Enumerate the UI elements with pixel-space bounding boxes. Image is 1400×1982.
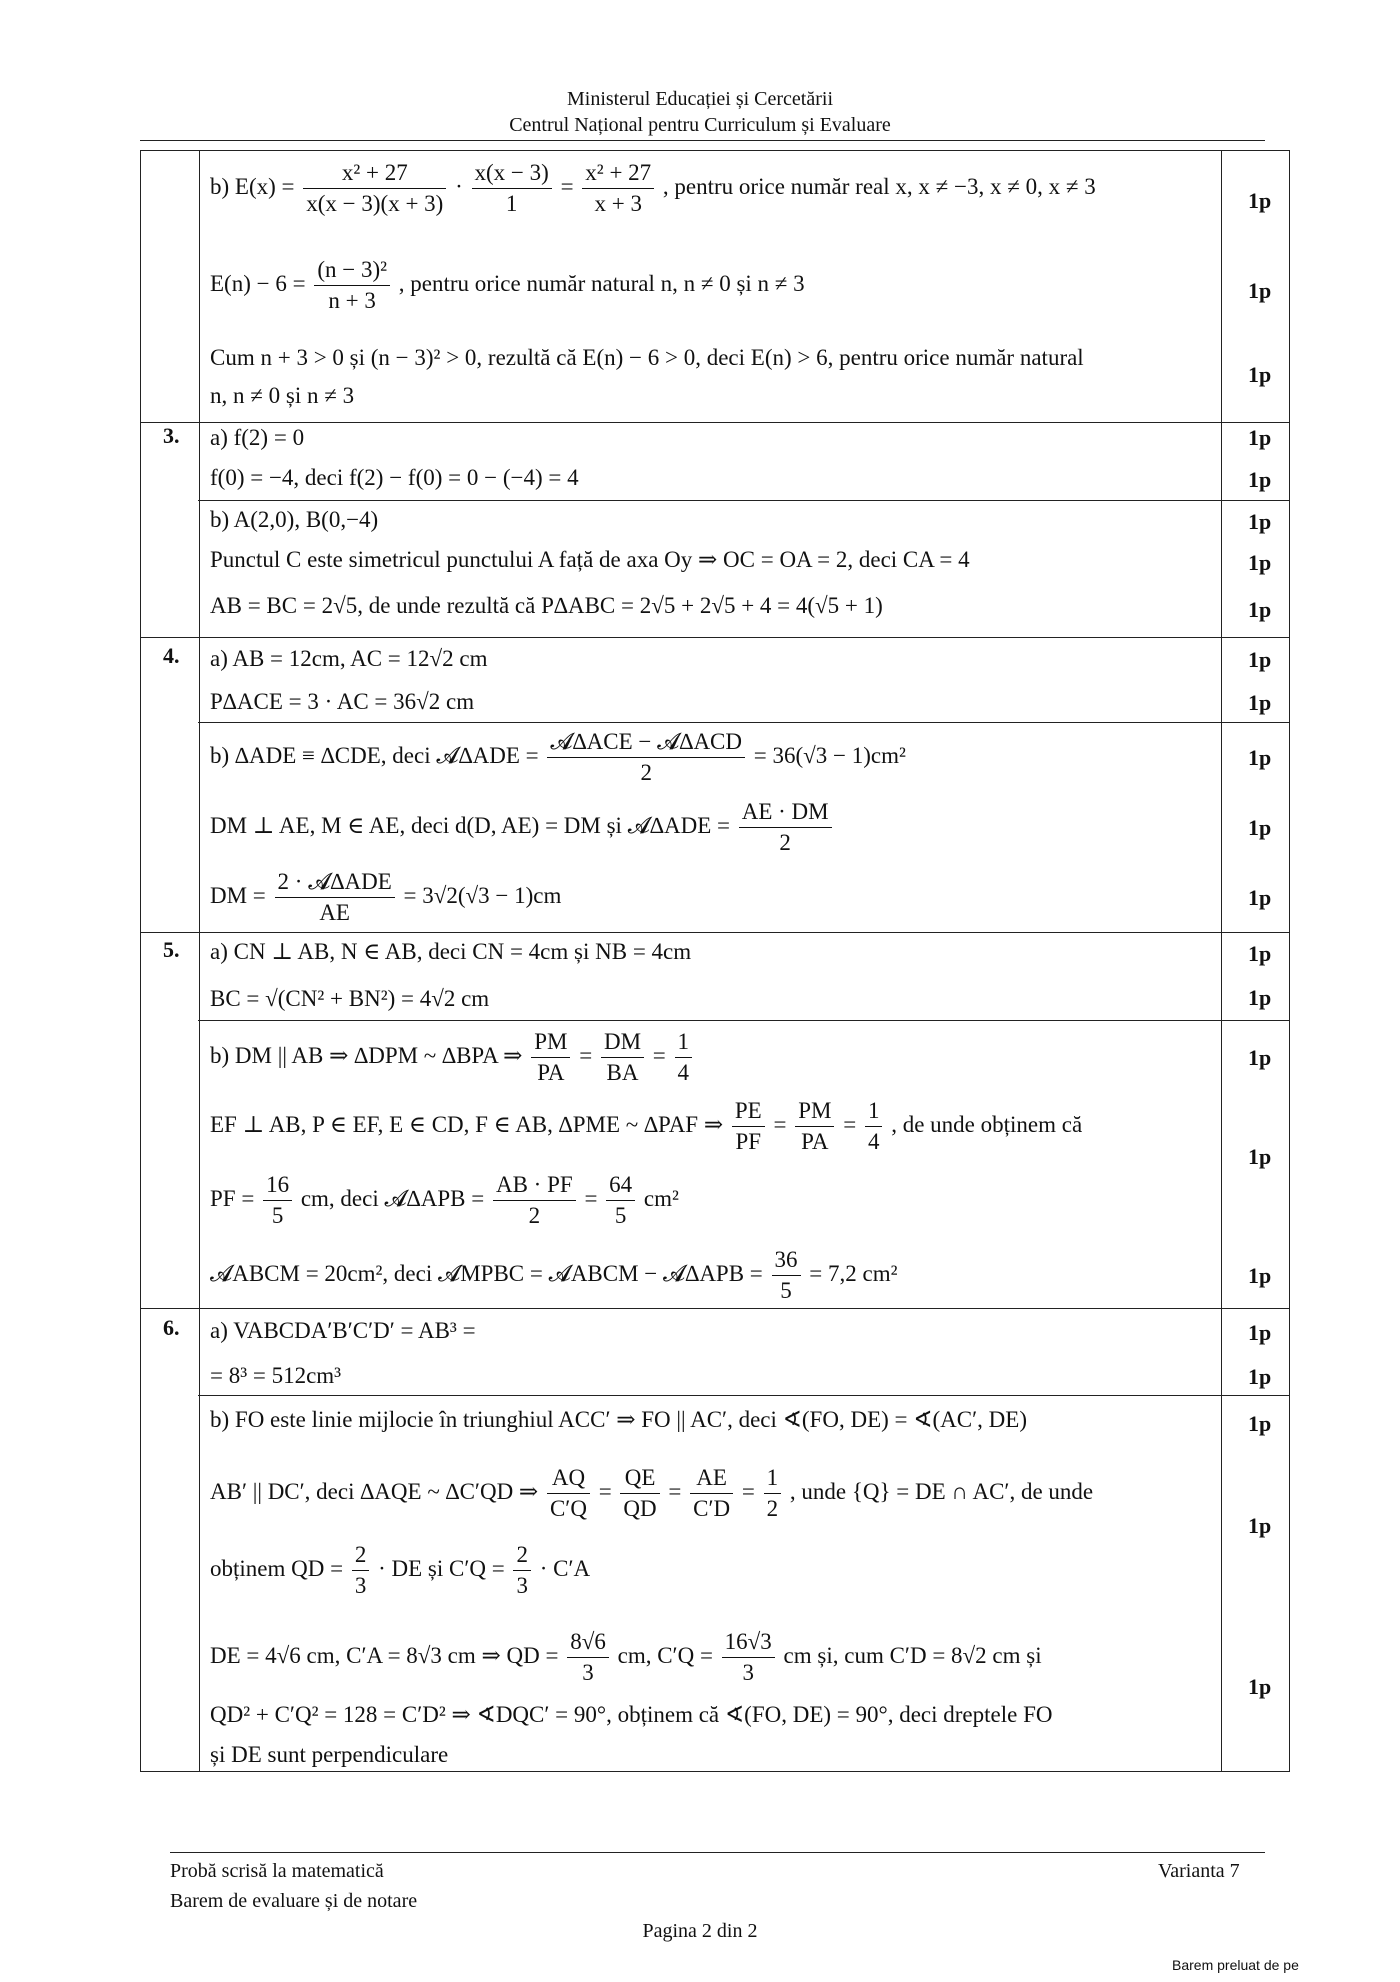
answer-line: DE = 4√6 cm, C′A = 8√3 cm ⇒ QD = $\frac{8√6}{3}$ cm, C′Q = $\frac{16√3}{3}$ cm și, cum C′D = 8√2 cm și (210, 1627, 1042, 1688)
points-cell: 1p (1248, 550, 1272, 575)
footer-divider (170, 1852, 1265, 1853)
answer-line: AB = BC = 2√5, de unde rezultă că P∆ABC = 2√5 + 2√5 + 4 = 4(√5 + 1) (210, 593, 883, 618)
points-cell: 1p (1248, 885, 1272, 910)
subrow-divider (198, 1020, 1290, 1021)
fraction: $\frac{\text{2 · 𝓐∆ADE}}{AE}$ (275, 867, 395, 928)
header-ministry: Ministerul Educației și Cercetării (566, 88, 834, 110)
subrow-divider (198, 500, 1290, 501)
answer-line: b) ∆ADE ≡ ∆CDE, deci 𝓐∆ADE = $\frac{\text{𝓐∆ACE − 𝓐∆ACD}}{2}$ = 36(√3 − 1)cm² (210, 727, 906, 788)
answer-line: E(n) − 6 = $\frac{\text{(n − 3)²}}{n + 3}$ , pentru orice număr natural n, n ≠ 0 și n ≠ 3 (210, 255, 805, 316)
item-number: 5. (163, 937, 180, 962)
answer-line: BC = √(CN² + BN²) = 4√2 cm (210, 986, 490, 1011)
answer-line: 𝓐ABCM = 20cm², deci 𝓐MPBC = 𝓐ABCM − 𝓐∆APB = $\frac{36}{5}$ = 7,2 cm² (210, 1245, 898, 1306)
answer-line: b) FO este linie mijlocie în triunghiul ACC′ ⇒ FO || AC′, deci ∢(FO, DE) = ∢(AC′, DE) (210, 1407, 1027, 1432)
column-divider (199, 151, 200, 1771)
points-cell: 1p (1248, 188, 1272, 213)
points-cell: 1p (1248, 1513, 1272, 1538)
points-cell: 1p (1248, 1320, 1272, 1345)
source-note: Barem preluat de pe (1172, 1957, 1299, 1973)
answer-line: a) AB = 12cm, AC = 12√2 cm (210, 646, 488, 671)
row-divider (140, 1308, 1290, 1309)
row-divider (140, 422, 1290, 423)
fraction: $\frac{8√6}{3}$ (567, 1627, 609, 1688)
points-cell: 1p (1248, 509, 1272, 534)
subrow-divider (198, 1395, 1290, 1396)
fraction: $\frac{16√3}{3}$ (722, 1627, 775, 1688)
fraction: $\frac{1}{4}$ (675, 1027, 693, 1088)
expr-tail: , pentru orice număr real x, x ≠ −3, x ≠ 0, x ≠ 3 (662, 173, 1096, 199)
answer-line: DM = $\frac{\text{2 · 𝓐∆ADE}}{AE}$ = 3√2(√3 − 1)cm (210, 867, 561, 928)
fraction: $\frac{16}{5}$ (263, 1170, 292, 1231)
answer-line: = 8³ = 512cm³ (210, 1363, 342, 1388)
fraction: $\frac{PE}{PF}$ (732, 1096, 765, 1157)
header-divider (140, 140, 1265, 141)
fraction: $\frac{AB \cdot PF}{2}$ (493, 1170, 576, 1231)
footer-doc-type: Barem de evaluare și de notare (170, 1890, 418, 1912)
points-cell: 1p (1248, 985, 1272, 1010)
answer-line: PF = $\frac{16}{5}$ cm, deci 𝓐∆APB = $\frac{AB \cdot PF}{2}$ = $\frac{64}{5}$ cm² (210, 1170, 679, 1231)
fraction: $\frac{AQ}{C'Q}$ (547, 1463, 590, 1524)
fraction: $\frac{DM}{BA}$ (601, 1027, 644, 1088)
item-number: 4. (163, 643, 180, 668)
fraction: $\frac{\text{(n − 3)²}}{n + 3}$ (314, 255, 390, 316)
answer-line: P∆ACE = 3 · AC = 36√2 cm (210, 689, 475, 714)
fraction: $\frac{PM}{PA}$ (531, 1027, 570, 1088)
answer-line: a) VABCDA′B′C′D′ = AB³ = (210, 1318, 476, 1343)
points-cell: 1p (1248, 1364, 1272, 1389)
fraction: $\frac{QE}{QD}$ (620, 1463, 659, 1524)
points-cell: 1p (1248, 690, 1272, 715)
answer-line: n, n ≠ 0 și n ≠ 3 (210, 383, 355, 408)
points-cell: 1p (1248, 1045, 1272, 1070)
points-cell: 1p (1248, 1263, 1272, 1288)
points-cell: 1p (1248, 362, 1272, 387)
row-divider (140, 932, 1290, 933)
header-center: Centrul Național pentru Curriculum și Evaluare (509, 114, 891, 136)
answer-line: f(0) = −4, deci f(2) − f(0) = 0 − (−4) = 4 (210, 465, 579, 490)
answer-line: și DE sunt perpendiculare (210, 1742, 449, 1767)
points-cell: 1p (1248, 597, 1272, 622)
answer-line: b) A(2,0), B(0,−4) (210, 507, 379, 532)
fraction: $\frac{\text{x² + 27}}{x(x - 3)(x + 3)}$ (303, 158, 446, 219)
answer-line: a) f(2) = 0 (210, 425, 305, 450)
answer-line: EF ⊥ AB, P ∈ EF, E ∈ CD, F ∈ AB, ∆PME ~ ∆PAF ⇒ $\frac{PE}{PF}$ = $\frac{PM}{PA}$ = $\frac{1}{4}$ , de unde obținem că (210, 1096, 1082, 1157)
fraction: $\frac{\text{𝓐∆ACE − 𝓐∆ACD}}{2}$ (547, 727, 745, 788)
fraction: $\frac{\text{x² + 27}}{x + 3}$ (582, 158, 654, 219)
subrow-divider (198, 722, 1290, 723)
points-cell: 1p (1248, 1144, 1272, 1169)
answer-line: b) E(x) = $\frac{\text{x² + 27}}{x(x - 3)(x + 3)}$ · $\frac{x(x - 3)}{1}$ = $\frac{\text{x² + 27}}{x + 3}$ , pentru orice număr real x, x ≠ −3, x ≠ 0, x ≠ 3 (210, 158, 1096, 219)
fraction: $\frac{1}{2}$ (764, 1463, 782, 1524)
points-cell: 1p (1248, 1674, 1272, 1699)
answer-line: AB′ || DC′, deci ∆AQE ~ ∆C′QD ⇒ $\frac{AQ}{C'Q}$ = $\frac{QE}{QD}$ = $\frac{AE}{C'D}$ = $\frac{1}{2}$ , unde {Q} = DE ∩ AC′, de unde (210, 1463, 1093, 1524)
footer-variant: Varianta 7 (1158, 1860, 1240, 1882)
points-cell: 1p (1248, 278, 1272, 303)
answer-line: a) CN ⊥ AB, N ∈ AB, deci CN = 4cm și NB = 4cm (210, 939, 692, 964)
fraction: $\frac{x(x - 3)}{1}$ (472, 158, 552, 219)
answer-line: b) DM || AB ⇒ ∆DPM ~ ∆BPA ⇒ $\frac{PM}{PA}$ = $\frac{DM}{BA}$ = $\frac{1}{4}$ (210, 1027, 695, 1088)
fraction: $\frac{PM}{PA}$ (795, 1096, 834, 1157)
fraction: $\frac{AE \cdot DM}{2}$ (739, 797, 832, 858)
fraction: $\frac{2}{3}$ (513, 1540, 531, 1601)
fraction: $\frac{1}{4}$ (865, 1096, 883, 1157)
fraction: $\frac{64}{5}$ (606, 1170, 635, 1231)
item-number: 6. (163, 1315, 180, 1340)
footer-subject: Probă scrisă la matematică (170, 1860, 384, 1882)
points-cell: 1p (1248, 941, 1272, 966)
points-cell: 1p (1248, 647, 1272, 672)
column-divider (1221, 151, 1222, 1771)
answer-line: DM ⊥ AE, M ∈ AE, deci d(D, AE) = DM și 𝓐∆ADE = $\frac{AE \cdot DM}{2}$ (210, 797, 835, 858)
answer-line: QD² + C′Q² = 128 = C′D² ⇒ ∢DQC′ = 90°, obținem că ∢(FO, DE) = 90°, deci dreptele FO (210, 1702, 1053, 1727)
answer-line: Punctul C este simetricul punctului A față de axa Oy ⇒ OC = OA = 2, deci CA = 4 (210, 547, 970, 572)
expr-head: b) E(x) = (210, 173, 295, 199)
points-cell: 1p (1248, 745, 1272, 770)
fraction: $\frac{AE}{C'D}$ (690, 1463, 733, 1524)
answer-line: Cum n + 3 > 0 și (n − 3)² > 0, rezultă că E(n) − 6 > 0, deci E(n) > 6, pentru orice număr natural (210, 345, 1084, 370)
points-cell: 1p (1248, 815, 1272, 840)
points-cell: 1p (1248, 467, 1272, 492)
row-divider (140, 637, 1290, 638)
points-cell: 1p (1248, 425, 1272, 450)
points-cell: 1p (1248, 1411, 1272, 1436)
item-number: 3. (163, 423, 180, 448)
fraction: $\frac{2}{3}$ (352, 1540, 370, 1601)
fraction: $\frac{36}{5}$ (772, 1245, 801, 1306)
page-number: Pagina 2 din 2 (642, 1920, 758, 1942)
answer-line: obținem QD = $\frac{2}{3}$ · DE și C′Q = $\frac{2}{3}$ · C′A (210, 1540, 590, 1601)
